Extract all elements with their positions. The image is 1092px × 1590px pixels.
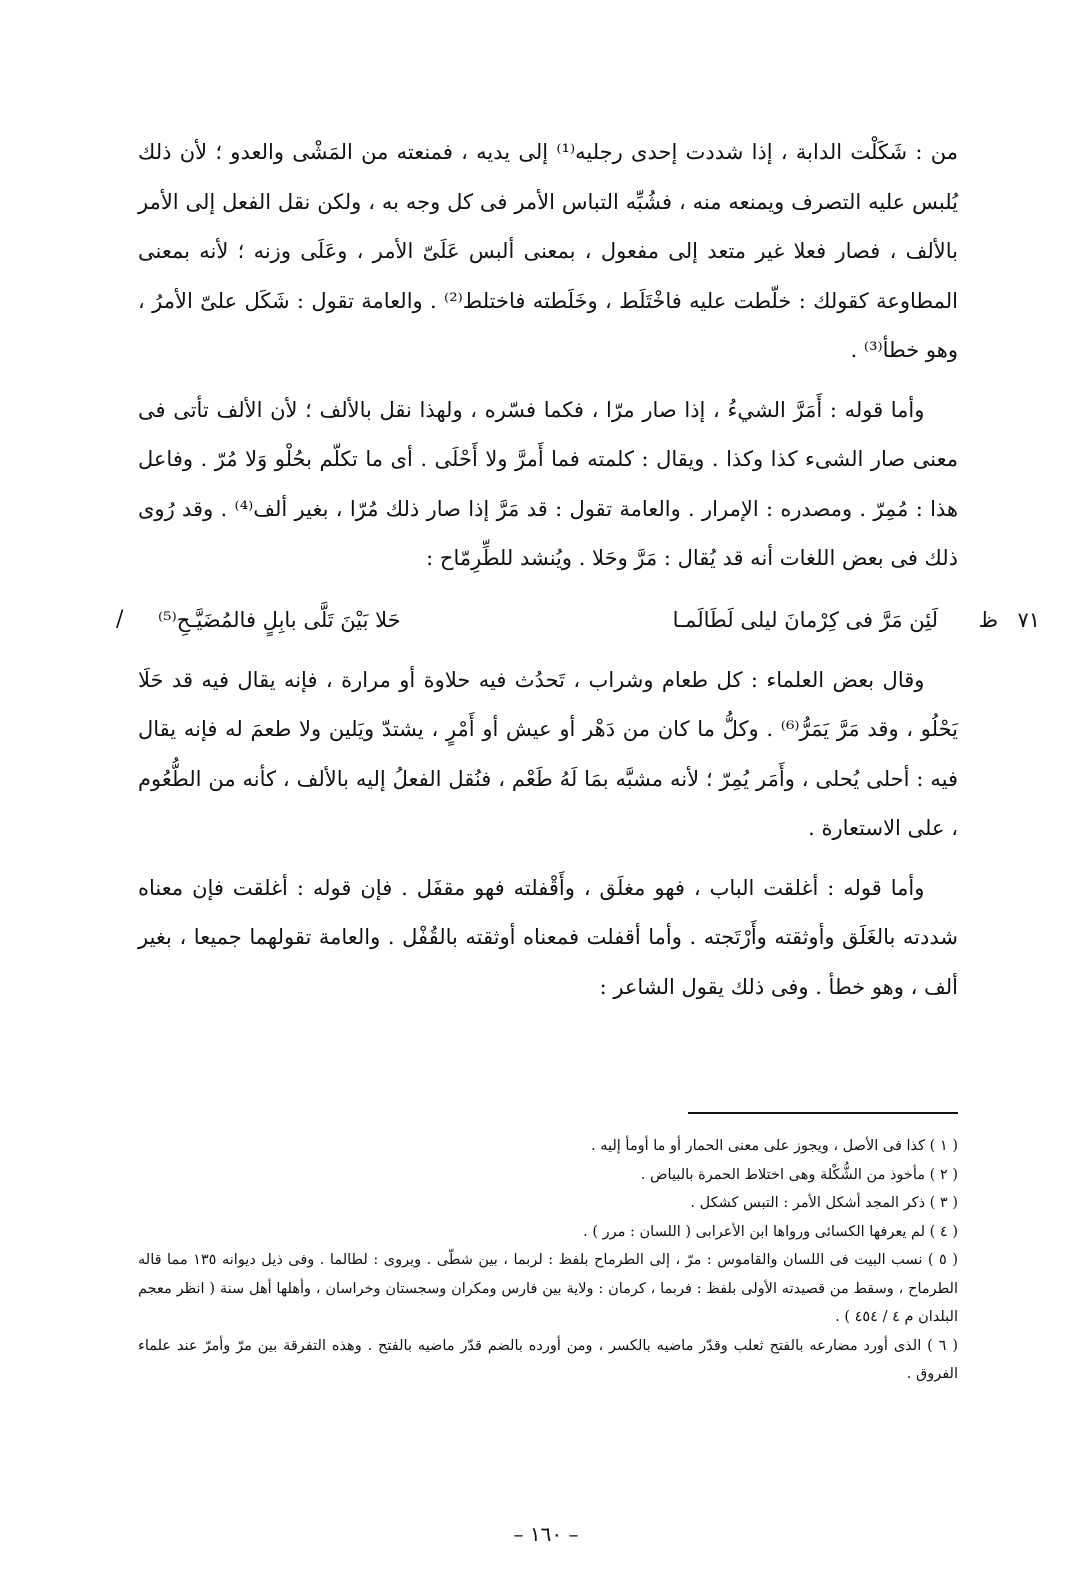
footnote-4: ( ٤ ) لم يعرفها الكسائى ورواها ابن الأعرابى ( اللسان : مرر ) . (583, 1223, 958, 1240)
footnote-3: ( ٣ ) ذكر المجد أشكل الأمر : التبس كشكل . (690, 1195, 958, 1211)
paragraph-1: من : شَكَلْت الدابة ، إذا شددت إحدى رجليه⁽¹⁾ إلى يديه ، فمنعته من المَشْى والعدو ؛ لأن ذلك يُلبس عليه التصرف ويمنعه منه ، فشُبِّه التباس الأمر فى كل وجه به ، ولكن نقل الفعل إلى الأمر بالألف ، فصار فعلا غير متعد إلى مفعول ، بمعنى ألبس عَلَىّ الأمر ، وعَلَى وزنه ؛ لأنه بمعنى المطاوعة كقولك : خلّطت عليه فاخْتَلَط ، وخَلَطته فاختلط⁽²⁾ . والعامة تقول : شَكَل علىّ الأمرُ ، وهو خطأ⁽³⁾ . (138, 140, 958, 362)
paragraph-3: وقال بعض العلماء : كل طعام وشراب ، تَحدُث فيه حلاوة أو مرارة ، فإنه يقال فيه قد حَلَا يَحْلُو ، وقد مَرَّ يَمَرُّ⁽⁶⁾ . وكلُّ ما كان من دَهْر أو عيش أو أَمْرٍ ، يشتدّ ويَلين ولا طعمَ له فإنه يقال فيه : أحلى يُحلى ، وأَمَر يُمِرّ ؛ لأنه مشبَّه بمَا لَهُ طَعْم ، فنُقل الفعلُ إليه بالألف ، كأنه من الطُّعُوم ، على الاستعارة . (138, 667, 958, 840)
footnote-separator (688, 1112, 958, 1114)
paragraph-2: وأما قوله : أَمَرَّ الشيءُ ، إذا صار مرّا ، فكما فسّره ، ولهذا نقل بالألف ؛ لأن الألف تأتى فى معنى صار الشىء كذا وكذا . ويقال : كلمته فما أَمرَّ ولا أَحْلَى . أى ما تكلّم بحُلْو وَلا مُرّ . وفاعل هذا : مُمِرّ . ومصدره : الإمرار . والعامة تقول : قد مَرَّ إذا صار ذلك مُرّا ، بغير ألف⁽⁴⁾ . وقد رُوى ذلك فى بعض اللغات أنه قد يُقال : مَرَّ وحَلا . ويُنشد للطِّرِمّاح : (138, 397, 959, 570)
paragraph-4: وأما قوله : أغلقت الباب ، فهو مغلَق ، وأَقْفلته فهو مقفَل . فإن قوله : أغلقت فإن معناه شددته بالغَلَق وأوثقته وأَرْتَجته . وأما أقفلت فمعناه أوثقته بالقُفْل . والعامة تقولهما جميعا ، بغير ألف ، وهو خطأ . وفى ذلك يقول الشاعر : (138, 875, 958, 999)
verse-number: ٧١ (1017, 607, 1040, 632)
verse-slash-mark: / (116, 606, 124, 632)
footnote-2: ( ٢ ) مأخوذ من الشُّكْلة وهى اختلاط الحمرة بالبياض . (640, 1166, 958, 1183)
verse-second-hemistich: حَلا بَيْنَ تَلَّى بابِلٍ فالمُضَيَّـحِ⁽⁵⁾ (158, 607, 401, 632)
footnote-1: ( ١ ) كذا فى الأصل ، ويجوز على معنى الحمار أو ما أومأ إليه . (591, 1138, 958, 1154)
main-text (116, 128, 1040, 1022)
footnote-6: ( ٦ ) الذى أورد مضارعه بالفتح ثعلب وقدّر ماضيه بالكسر ، ومن أورده بالضم قدّر ماضيه بالفتح . وهذه التفرقة بين مرّ وأمرّ عند علماء الفروق . (138, 1337, 958, 1382)
verse-meter-mark: ظ (978, 607, 998, 632)
footnotes (138, 1132, 958, 1389)
page-number: – ١٦٠ – (513, 1522, 579, 1546)
verse-line (116, 594, 1040, 646)
verse-first-hemistich: لَئِن مَرَّ فى كِرْمانَ ليلى لَطَالَمـا (672, 607, 938, 632)
footnote-5: ( ٥ ) نسب البيت فى اللسان والقاموس : مرّ ، إلى الطرماح بلفظ : لربما ، بين شطّى . ويروى : لطالما . وفى ذيل ديوانه ١٣٥ مما قاله الطرماح ، وسقط من قصيدته الأولى بلفظ : فربما ، كرمان : ولاية بين فارس ومكران وسجستان وخراسان ، وأهلها أهل سنة ( انظر معجم البلدان م ٤ / ٤٥٤ ) . (138, 1252, 958, 1325)
